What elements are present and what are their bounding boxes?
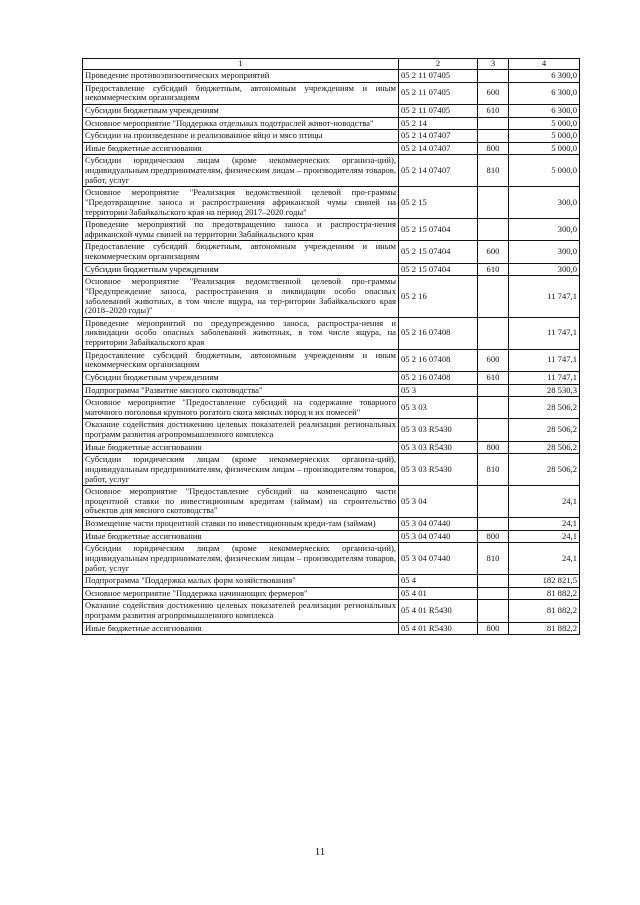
row-sum-cell: 24,1: [509, 543, 580, 575]
row-expense-type-cell: 800: [478, 622, 509, 635]
row-sum-cell: 11 747,1: [509, 349, 580, 371]
row-expense-type-cell: [478, 518, 509, 531]
row-name-cell: Проведение мероприятий по предупреждению заноса, распростра-нения и ликвидации особо опасных заболеваний животных, в том числе ящура, на территории Забайкальского края: [83, 317, 399, 349]
table-row: [83, 155, 580, 187]
row-sum-cell: 5 000,0: [509, 142, 580, 155]
row-name-cell: Основное мероприятие "Предоставление субсидий на компенсацию части процентной ставки по инвестиционным кредитам (займам) на строительство объектов для мясного скотоводства": [83, 486, 399, 518]
row-sum-cell: 300,0: [509, 241, 580, 263]
row-code-cell: 05 3 03: [399, 397, 478, 419]
row-code-cell: 05 2 15 07404: [399, 219, 478, 241]
row-code-cell: 05 2 11 07405: [399, 82, 478, 104]
row-code-cell: 05 3 04 07440: [399, 518, 478, 531]
row-name-cell: Оказание содействия достижению целевых показателей реализации региональных программ развития агропромышленного комплекса: [83, 419, 399, 441]
row-name-cell: Проведение мероприятий по предотвращению заноса и распростра-нения африканской чумы свиней на территории Забайкальского края: [83, 219, 399, 241]
budget-allocation-table: [82, 58, 580, 635]
row-code-cell: 05 2 14: [399, 117, 478, 130]
table-row: [83, 117, 580, 130]
row-expense-type-cell: 600: [478, 241, 509, 263]
row-name-cell: Основное мероприятие "Реализация ведомственной целевой про-граммы "Предупреждение заноса, распространения и ликвидации особо опасных заболеваний животных, в том числе ящура, на тер-ритории Забайкальского края (2018–2020 годы)": [83, 276, 399, 318]
row-name-cell: Субсидии на произведенное и реализованное яйцо и мясо птицы: [83, 130, 399, 143]
row-name-cell: Предоставление субсидий бюджетным, автономным учреждениям и иным некоммерческим организациям: [83, 349, 399, 371]
row-expense-type-cell: 800: [478, 530, 509, 543]
row-code-cell: 05 3 04 07440: [399, 530, 478, 543]
row-name-cell: Подпрограмма "Поддержка малых форм хозяйствования": [83, 575, 399, 588]
row-name-cell: Основное мероприятие "Поддержка начинающих фермеров": [83, 587, 399, 600]
table-row: [83, 241, 580, 263]
table-row: [83, 384, 580, 397]
table-row: [83, 530, 580, 543]
row-name-cell: Предоставление субсидий бюджетным, автономным учреждениям и иным некоммерческим организациям: [83, 82, 399, 104]
row-sum-cell: 81 882,2: [509, 587, 580, 600]
row-name-cell: Оказание содействия достижению целевых показателей реализации региональных программ развития агропромышленного комплекса: [83, 600, 399, 622]
row-sum-cell: 24,1: [509, 530, 580, 543]
row-expense-type-cell: 610: [478, 104, 509, 117]
row-code-cell: 05 2 16 07408: [399, 317, 478, 349]
table-row: [83, 142, 580, 155]
table-row: [83, 600, 580, 622]
row-code-cell: 05 2 14 07407: [399, 155, 478, 187]
row-name-cell: Субсидии юридическим лицам (кроме некоммерческих организа-ций), индивидуальным предпринимателям, физическим лицам – производителям товаров, работ, услуг: [83, 155, 399, 187]
row-sum-cell: 24,1: [509, 518, 580, 531]
row-expense-type-cell: [478, 600, 509, 622]
row-sum-cell: 11 747,1: [509, 371, 580, 384]
row-name-cell: Субсидии бюджетным учреждениям: [83, 371, 399, 384]
row-expense-type-cell: [478, 219, 509, 241]
row-code-cell: 05 2 16 07408: [399, 349, 478, 371]
row-sum-cell: 28 530,3: [509, 384, 580, 397]
row-expense-type-cell: 800: [478, 441, 509, 454]
row-expense-type-cell: [478, 117, 509, 130]
table-row: [83, 486, 580, 518]
row-expense-type-cell: [478, 587, 509, 600]
row-code-cell: 05 2 14 07407: [399, 130, 478, 143]
table-row: [83, 276, 580, 318]
row-sum-cell: 11 747,1: [509, 276, 580, 318]
row-name-cell: Подпрограмма "Развитие мясного скотоводства": [83, 384, 399, 397]
row-code-cell: 05 3: [399, 384, 478, 397]
row-expense-type-cell: 600: [478, 82, 509, 104]
row-sum-cell: 5 000,0: [509, 155, 580, 187]
row-code-cell: 05 2 14 07407: [399, 142, 478, 155]
row-expense-type-cell: [478, 486, 509, 518]
table-row: [83, 419, 580, 441]
row-expense-type-cell: [478, 397, 509, 419]
table-row: [83, 263, 580, 276]
row-name-cell: Субсидии бюджетным учреждениям: [83, 263, 399, 276]
row-expense-type-cell: [478, 70, 509, 83]
row-sum-cell: 182 821,5: [509, 575, 580, 588]
row-name-cell: Иные бюджетные ассигнования: [83, 622, 399, 635]
table-row: [83, 70, 580, 83]
column-header-code: 2: [399, 59, 478, 70]
row-expense-type-cell: [478, 187, 509, 219]
row-name-cell: Основное мероприятие "Реализация ведомственной целевой про-граммы "Предотвращение заноса и распространения африканской чумы свиней на территории Забайкальского края на период 2017–2020 годы": [83, 187, 399, 219]
table-row: [83, 82, 580, 104]
table-row: [83, 104, 580, 117]
table-body: [83, 70, 580, 635]
row-code-cell: 05 4 01 R5430: [399, 600, 478, 622]
column-header-sum: 4: [509, 59, 580, 70]
row-expense-type-cell: [478, 317, 509, 349]
row-code-cell: 05 3 03 R5430: [399, 454, 478, 486]
row-code-cell: 05 2 11 07405: [399, 104, 478, 117]
column-header-expense-type: 3: [478, 59, 509, 70]
column-header-name: 1: [83, 59, 399, 70]
row-name-cell: Иные бюджетные ассигнования: [83, 530, 399, 543]
row-sum-cell: 24,1: [509, 486, 580, 518]
row-code-cell: 05 2 11 07405: [399, 70, 478, 83]
table-row: [83, 317, 580, 349]
table-row: [83, 187, 580, 219]
page-number: 11: [314, 846, 326, 858]
row-code-cell: 05 4: [399, 575, 478, 588]
row-sum-cell: 300,0: [509, 187, 580, 219]
row-code-cell: 05 4 01 R5430: [399, 622, 478, 635]
row-sum-cell: 28 506,2: [509, 397, 580, 419]
row-sum-cell: 28 506,2: [509, 441, 580, 454]
row-name-cell: Иные бюджетные ассигнования: [83, 441, 399, 454]
table-row: [83, 454, 580, 486]
row-expense-type-cell: [478, 130, 509, 143]
row-code-cell: 05 2 16 07408: [399, 371, 478, 384]
row-sum-cell: 5 000,0: [509, 117, 580, 130]
row-sum-cell: 300,0: [509, 219, 580, 241]
table-row: [83, 587, 580, 600]
row-expense-type-cell: 810: [478, 543, 509, 575]
table-row: [83, 219, 580, 241]
table-row: [83, 575, 580, 588]
table-row: [83, 543, 580, 575]
row-sum-cell: 6 300,0: [509, 70, 580, 83]
table-row: [83, 349, 580, 371]
row-sum-cell: 11 747,1: [509, 317, 580, 349]
row-expense-type-cell: [478, 384, 509, 397]
row-code-cell: 05 2 15 07404: [399, 263, 478, 276]
table-row: [83, 397, 580, 419]
row-name-cell: Субсидии бюджетным учреждениям: [83, 104, 399, 117]
row-expense-type-cell: 600: [478, 349, 509, 371]
row-sum-cell: 81 882,2: [509, 600, 580, 622]
row-name-cell: Основное мероприятие "Предоставление субсидий на содержание товарного маточного поголовья крупного рогатого скота мясных пород и их помесей": [83, 397, 399, 419]
row-sum-cell: 28 506,2: [509, 419, 580, 441]
row-code-cell: 05 3 03 R5430: [399, 441, 478, 454]
row-code-cell: 05 3 04: [399, 486, 478, 518]
row-code-cell: 05 2 16: [399, 276, 478, 318]
row-expense-type-cell: 810: [478, 454, 509, 486]
row-name-cell: Иные бюджетные ассигнования: [83, 142, 399, 155]
row-code-cell: 05 2 15 07404: [399, 241, 478, 263]
row-sum-cell: 6 300,0: [509, 104, 580, 117]
row-expense-type-cell: 810: [478, 155, 509, 187]
row-sum-cell: 81 882,2: [509, 622, 580, 635]
row-code-cell: 05 2 15: [399, 187, 478, 219]
row-name-cell: Субсидии юридическим лицам (кроме некоммерческих организа-ций), индивидуальным предпринимателям, физическим лицам – производителям товаров, работ, услуг: [83, 543, 399, 575]
row-sum-cell: 5 000,0: [509, 130, 580, 143]
row-name-cell: Проведение противоэпизоотических мероприятий: [83, 70, 399, 83]
row-code-cell: 05 3 03 R5430: [399, 419, 478, 441]
table-row: [83, 441, 580, 454]
row-sum-cell: 28 506,2: [509, 454, 580, 486]
row-expense-type-cell: [478, 575, 509, 588]
table-row: [83, 518, 580, 531]
row-name-cell: Основное мероприятие "Поддержка отдельных подотраслей живот-новодства": [83, 117, 399, 130]
row-sum-cell: 300,0: [509, 263, 580, 276]
row-expense-type-cell: 610: [478, 263, 509, 276]
row-expense-type-cell: [478, 276, 509, 318]
row-code-cell: 05 3 04 07440: [399, 543, 478, 575]
row-sum-cell: 6 300,0: [509, 82, 580, 104]
table-header-row: [83, 59, 580, 70]
row-name-cell: Субсидии юридическим лицам (кроме некоммерческих организа-ций), индивидуальным предпринимателям, физическим лицам – производителям товаров, работ, услуг: [83, 454, 399, 486]
row-name-cell: Предоставление субсидий бюджетным, автономным учреждениям и иным некоммерческим организациям: [83, 241, 399, 263]
table-row: [83, 371, 580, 384]
row-expense-type-cell: [478, 419, 509, 441]
table-row: [83, 130, 580, 143]
row-expense-type-cell: 610: [478, 371, 509, 384]
row-expense-type-cell: 800: [478, 142, 509, 155]
table-row: [83, 622, 580, 635]
row-name-cell: Возмещение части процентной ставки по инвестиционным креди-там (займам): [83, 518, 399, 531]
row-code-cell: 05 4 01: [399, 587, 478, 600]
